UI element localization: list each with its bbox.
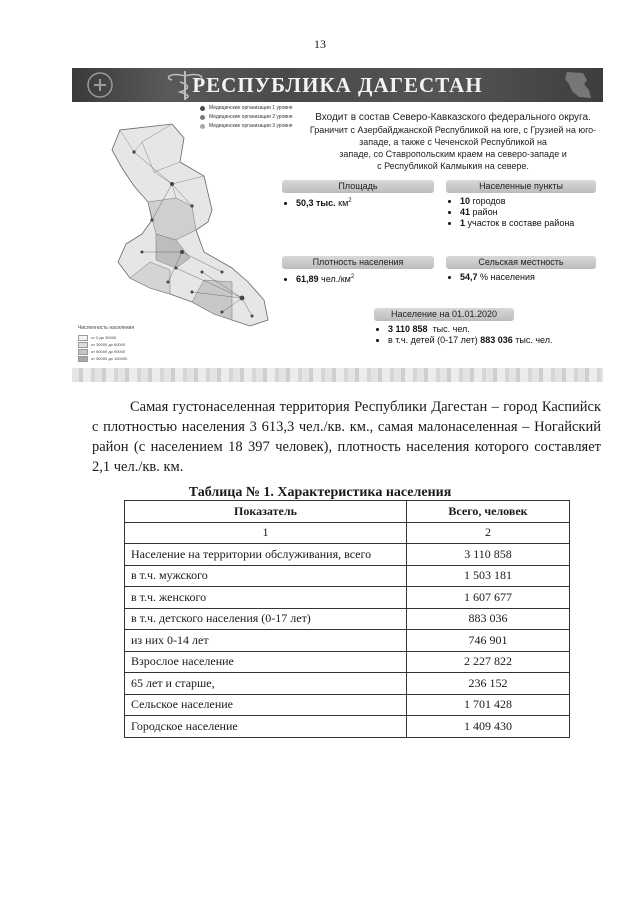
column-header: Всего, человек <box>407 501 570 523</box>
table-cell: 1 607 677 <box>407 587 570 609</box>
legend-item: Медицинские организации 1 уровня <box>200 104 293 113</box>
swatch-icon <box>78 349 88 355</box>
area-value: • 50,3 тыс. $км^2$ <box>296 196 434 209</box>
table-header-row <box>125 501 570 523</box>
table-cell: в т.ч. мужского <box>125 565 407 587</box>
area-card <box>282 180 434 209</box>
table-cell: 1 503 181 <box>407 565 570 587</box>
table-cell: 3 110 858 <box>407 544 570 566</box>
rural-value: • 54,7 % населения <box>460 272 596 283</box>
table-row <box>125 608 570 630</box>
table-cell: 236 152 <box>407 673 570 695</box>
table-cell: 1 <box>125 522 407 544</box>
density-value: • 61,89 $чел./км^2$ <box>296 272 434 285</box>
settlement-item: • 41 район <box>460 207 596 218</box>
swatch-icon <box>78 335 88 341</box>
level3-dot-icon <box>200 124 205 129</box>
table-cell: Городское население <box>125 716 407 738</box>
table-cell: в т.ч. женского <box>125 587 407 609</box>
region-silhouette-icon <box>557 70 597 100</box>
legend-item: Медицинские организации 2 уровня <box>200 113 293 122</box>
table-cell: 746 901 <box>407 630 570 652</box>
region-banner <box>72 68 603 102</box>
table-cell: 65 лет и старше, <box>125 673 407 695</box>
table-row <box>125 565 570 587</box>
medical-emblem-icon <box>80 70 120 100</box>
legend-item: Медицинские организации 3 уровня <box>200 122 293 131</box>
region-infographic <box>72 102 603 382</box>
density-legend-title: Численность населения <box>78 325 135 331</box>
table-row <box>125 716 570 738</box>
settlements-card-title: Населенные пункты <box>446 180 596 193</box>
table-row <box>125 694 570 716</box>
table-row <box>125 651 570 673</box>
density-card-title: Плотность населения <box>282 256 434 269</box>
table-row <box>125 544 570 566</box>
table-row <box>125 630 570 652</box>
population-table <box>124 500 570 738</box>
density-item: от 90000 до 100000 <box>78 355 134 362</box>
column-header: Показатель <box>125 501 407 523</box>
population-card <box>374 308 600 346</box>
table-cell: Сельское население <box>125 694 407 716</box>
table-cell: 883 036 <box>407 608 570 630</box>
level2-dot-icon <box>200 115 205 120</box>
map-legend <box>200 104 293 131</box>
settlement-item: • 1 участок в составе района <box>460 218 596 229</box>
area-card-title: Площадь <box>282 180 434 193</box>
page-number: 13 <box>314 37 326 51</box>
table-cell: 1 409 430 <box>407 716 570 738</box>
table-index-row <box>125 522 570 544</box>
table-cell: 1 701 428 <box>407 694 570 716</box>
swatch-icon <box>78 356 88 362</box>
table-cell: в т.ч. детского населения (0-17 лет) <box>125 608 407 630</box>
table-row <box>125 587 570 609</box>
level1-dot-icon <box>200 106 205 111</box>
density-paragraph: Самая густонаселенная территория Республики Дагестан – город Каспийск с плотностью населения 3 613,3 чел./кв. км., самая малонаселенная – Ногайский район (с населением 18 397 человек), плотность населения которого составляет 2,1 чел./кв. км. <box>92 399 601 475</box>
density-item: от 60000 до 90000 <box>78 348 134 355</box>
table-cell: Взрослое население <box>125 651 407 673</box>
table-cell: 2 <box>407 522 570 544</box>
table-cell: из них 0-14 лет <box>125 630 407 652</box>
region-description: Входит в состав Северо-Кавказского федерального округа. Граничит с Азербайджанской Республикой на юге, с Грузией на юго- западе, а также с Чеченской Республикой на западе, со Ставропольским краем на северо-западе и с Республикой Калмыкия на севере. <box>309 112 597 171</box>
rural-card-title: Сельская местность <box>446 256 596 269</box>
settlement-item: • 10 городов <box>460 196 596 207</box>
rural-card <box>446 256 596 283</box>
density-item: от 30000 до 60000 <box>78 341 134 348</box>
table-row <box>125 673 570 695</box>
population-total: • 3 110 858 тыс. чел. <box>388 324 600 335</box>
table-caption: Таблица № 1. Характеристика населения <box>188 485 452 500</box>
swatch-icon <box>78 342 88 348</box>
decorative-photo-strip <box>72 368 603 382</box>
population-children: • в т.ч. детей (0-17 лет) 883 036 тыс. чел. <box>388 335 600 346</box>
density-legend <box>78 325 134 362</box>
table-cell: Население на территории обслуживания, всего <box>125 544 407 566</box>
density-item: от 0 до 30000 <box>78 334 134 341</box>
region-map <box>72 102 302 352</box>
settlements-card <box>446 180 596 229</box>
table-cell: 2 227 822 <box>407 651 570 673</box>
population-card-title: Население на 01.01.2020 <box>374 308 514 321</box>
banner-title: РЕСПУБЛИКА ДАГЕСТАН <box>192 72 483 97</box>
caduceus-icon <box>158 68 212 102</box>
density-card <box>282 256 434 285</box>
